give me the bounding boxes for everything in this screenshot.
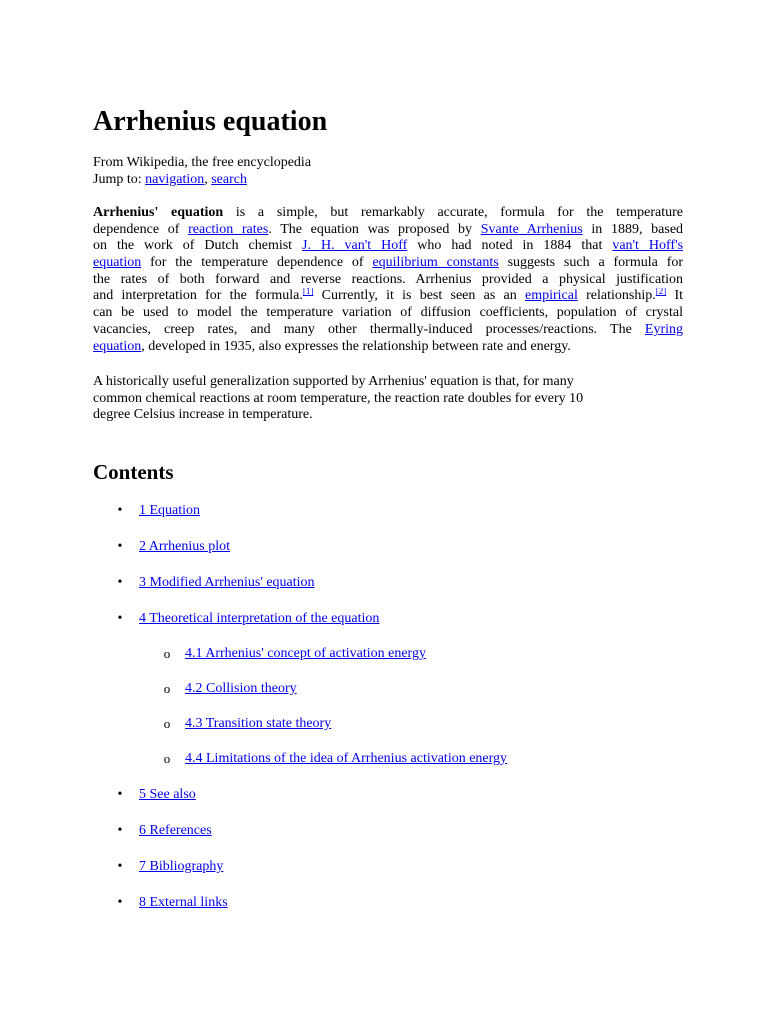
reaction-rates-link[interactable]: reaction rates [188,221,269,237]
disc-bullet-icon: • [117,787,123,802]
intro-line-3: on the work of Dutch chemist J. H. van't Hoff who had noted in 1884 that van't Hoff's [93,238,683,254]
disc-bullet-icon: • [117,503,123,518]
circle-bullet-icon: o [163,646,171,661]
intro-line-1: Arrhenius' equation is a simple, but remarkably accurate, formula for the temperature [93,205,683,220]
circle-bullet-icon: o [163,681,171,696]
toc-item-arrhenius-plot [117,538,230,556]
toc-link-collision-theory[interactable]: 4.2 Collision theory [185,681,297,696]
toc-link-limitations[interactable]: 4.4 Limitations of the idea of Arrhenius activation energy [185,751,508,766]
vant-hoffs-equation-link-end[interactable]: equation [93,255,142,271]
vant-hoffs-equation-link-start[interactable]: van't Hoff's [612,238,683,254]
toc-link-external-links[interactable]: 8 External links [139,895,228,910]
intro-line-5: the rates of both forward and reverse reactions. Arrhenius provided a physical justification [93,271,683,287]
disc-bullet-icon: • [117,895,123,910]
empirical-link[interactable]: empirical [525,288,578,304]
toc-item-modified-equation [117,574,315,592]
contents-heading: Contents [93,460,174,484]
toc-link-theoretical-interpretation[interactable]: 4 Theoretical interpretation of the equation [139,611,380,626]
disc-bullet-icon: • [117,539,123,554]
circle-bullet-icon: o [163,751,171,766]
intro-line-2: dependence of reaction rates. The equation was proposed by Svante Arrhenius in 1889, based [93,221,683,237]
toc-item-references [117,822,212,840]
term-bold: Arrhenius' equation [93,205,224,220]
toc-item-external-links [117,894,228,912]
toc-item-activation-energy [163,645,426,663]
general-line-1: A historically useful generalization supported by Arrhenius' equation is that, for many [93,374,574,389]
intro-line-4: equation for the temperature dependence of equilibrium constants suggests such a formula for [93,255,683,271]
circle-bullet-icon: o [163,716,171,731]
toc-link-equation[interactable]: 1 Equation [139,503,201,518]
toc-item-collision-theory [163,680,297,698]
intro-line-6: and interpretation for the formula.[1] Currently, it is best seen as an empirical relationship.[2] It [93,288,683,304]
jump-search-link[interactable]: search [211,172,247,187]
general-line-2: common chemical reactions at room temperature, the reaction rate doubles for every 10 [93,390,584,406]
svante-arrhenius-link[interactable]: Svante Arrhenius [480,221,583,237]
disc-bullet-icon: • [117,611,123,626]
intro-paragraph [93,205,683,355]
equilibrium-constants-link[interactable]: equilibrium constants [372,255,499,271]
toc-item-transition-state-theory [163,715,332,733]
jump-to-line [93,171,247,188]
intro-line-7: can be used to model the temperature variation of diffusion coefficients, population of crystal [93,305,683,321]
toc-link-modified-equation[interactable]: 3 Modified Arrhenius' equation [139,575,315,590]
toc-item-bibliography [117,858,224,876]
jump-to-label: Jump to: [93,172,142,187]
tagline: From Wikipedia, the free encyclopedia [93,155,312,170]
toc-item-limitations [163,750,508,768]
generalization-paragraph [93,374,683,424]
toc-link-transition-state-theory[interactable]: 4.3 Transition state theory [185,716,332,731]
general-line-3: degree Celsius increase in temperature. [93,407,313,423]
toc-link-activation-energy[interactable]: 4.1 Arrhenius' concept of activation energy [185,646,426,661]
jump-navigation-link[interactable]: navigation [145,172,205,187]
disc-bullet-icon: • [117,859,123,874]
reference-1-link[interactable]: [1] [302,288,314,297]
disc-bullet-icon: • [117,575,123,590]
toc-link-arrhenius-plot[interactable]: 2 Arrhenius plot [139,539,230,554]
toc-item-equation [117,502,201,520]
eyring-equation-link-end[interactable]: equation [93,338,142,354]
toc-item-see-also [117,786,196,804]
toc-item-theoretical-interpretation [117,610,380,628]
toc-link-references[interactable]: 6 References [139,823,212,838]
page-title: Arrhenius equation [93,106,328,137]
disc-bullet-icon: • [117,823,123,838]
vant-hoff-link[interactable]: J. H. van't Hoff [302,238,408,254]
reference-2-link[interactable]: [2] [655,288,667,297]
toc-link-bibliography[interactable]: 7 Bibliography [139,859,224,874]
intro-line-9: equation, developed in 1935, also expresses the relationship between rate and energy. [93,338,571,354]
jump-separator: , [204,172,208,187]
eyring-equation-link-start[interactable]: Eyring [644,321,683,337]
intro-line-8: vacancies, creep rates, and many other thermally-induced processes/reactions. The Eyring [93,321,683,337]
toc-link-see-also[interactable]: 5 See also [139,787,196,802]
